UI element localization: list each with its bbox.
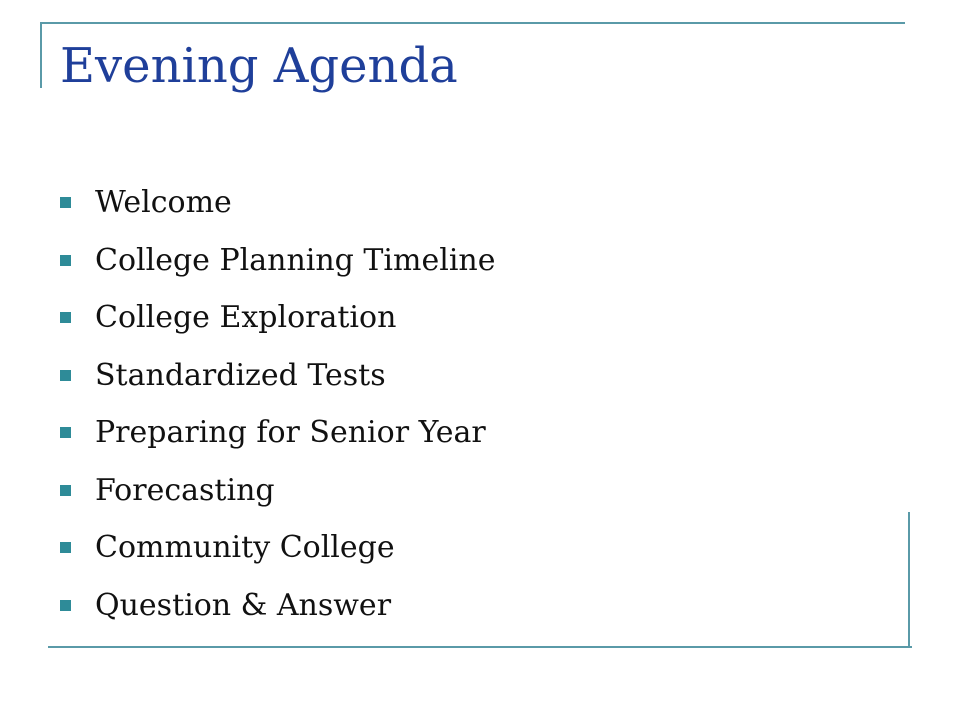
agenda-item-text: Forecasting bbox=[95, 472, 275, 508]
square-bullet-icon bbox=[60, 427, 71, 438]
agenda-item-text: Preparing for Senior Year bbox=[95, 415, 486, 451]
agenda-item bbox=[60, 347, 496, 405]
agenda-item-text: College Planning Timeline bbox=[95, 242, 496, 278]
agenda-item bbox=[60, 174, 496, 232]
agenda-item bbox=[60, 519, 496, 577]
frame-line-top bbox=[40, 22, 905, 24]
agenda-item-text: Question & Answer bbox=[95, 587, 392, 623]
agenda-item bbox=[60, 404, 496, 462]
agenda-item bbox=[60, 289, 496, 347]
agenda-item-text: College Exploration bbox=[95, 300, 397, 336]
square-bullet-icon bbox=[60, 312, 71, 323]
agenda-item-text: Standardized Tests bbox=[95, 357, 386, 393]
slide-title: Evening Agenda bbox=[60, 38, 458, 94]
square-bullet-icon bbox=[60, 197, 71, 208]
square-bullet-icon bbox=[60, 542, 71, 553]
frame-line-right bbox=[908, 512, 910, 648]
agenda-item bbox=[60, 462, 496, 520]
square-bullet-icon bbox=[60, 485, 71, 496]
agenda-item bbox=[60, 232, 496, 290]
frame-line-bottom bbox=[48, 646, 912, 648]
square-bullet-icon bbox=[60, 370, 71, 381]
agenda-item-text: Welcome bbox=[95, 185, 232, 221]
agenda-item bbox=[60, 577, 496, 635]
agenda-item-text: Community College bbox=[95, 530, 395, 566]
square-bullet-icon bbox=[60, 600, 71, 611]
agenda-list bbox=[60, 174, 496, 634]
square-bullet-icon bbox=[60, 255, 71, 266]
frame-line-left bbox=[40, 22, 42, 88]
